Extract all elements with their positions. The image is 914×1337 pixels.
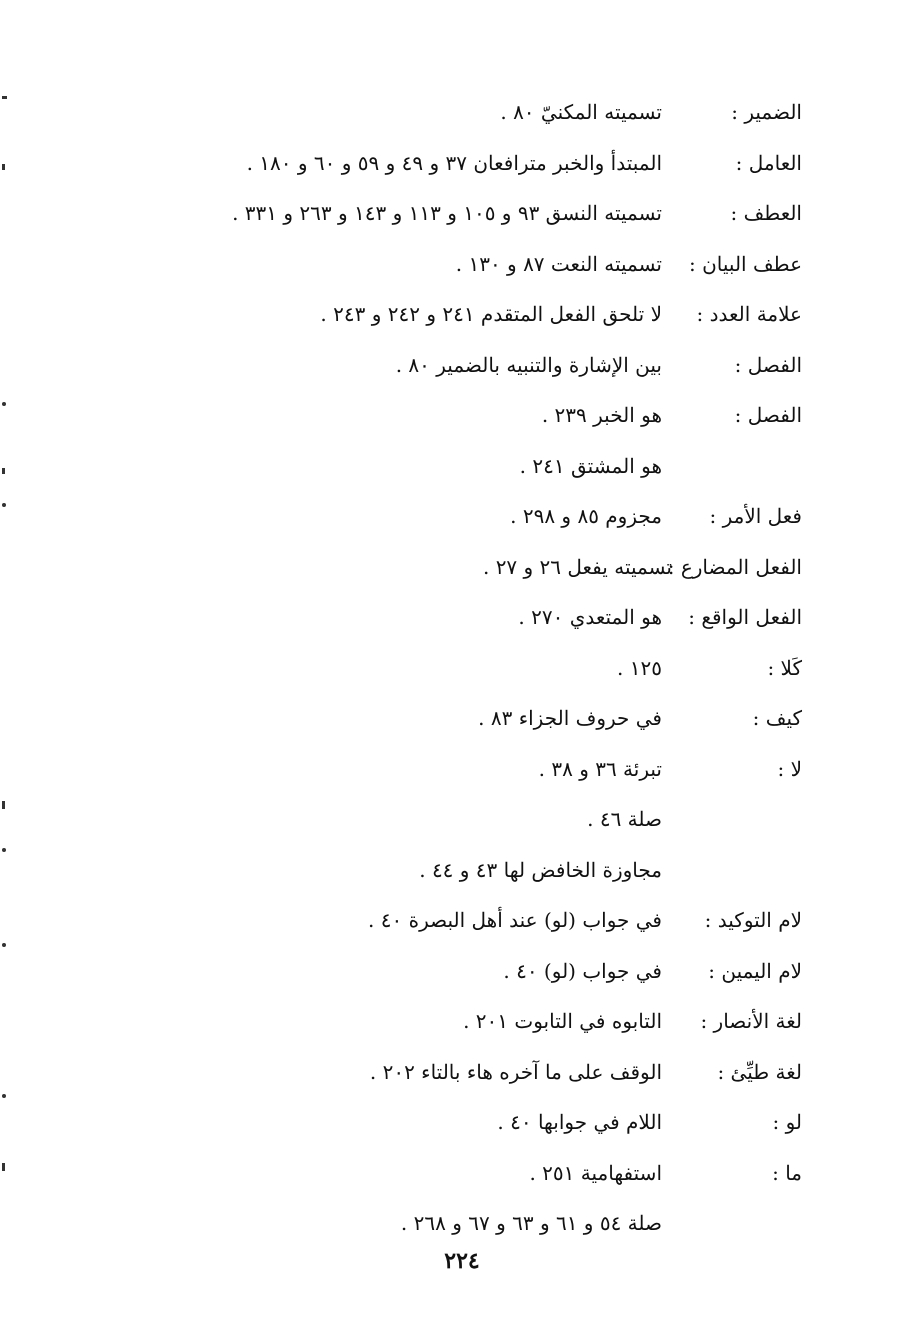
entry-description: مجزوم ٨٥ و ٢٩٨ . — [510, 504, 662, 528]
index-entry — [0, 193, 914, 244]
entry-term: لام التوكيد : — [704, 908, 802, 932]
entry-term: لغة الأنصار : — [700, 1009, 802, 1033]
scan-speck — [2, 1163, 5, 1171]
entry-description: استفهامية ٢٥١ . — [529, 1160, 662, 1185]
entry-description: في جواب (لو) عند أهل البصرة ٤٠ . — [368, 908, 662, 932]
scan-speck — [2, 848, 6, 852]
entry-description: تسميته النسق ٩٣ و ١٠٥ و ١١٣ و ١٤٣ و ٢٦٣ و ٣٣١ . — [232, 201, 662, 225]
index-entry — [0, 446, 914, 497]
entry-description: صلة ٥٤ و ٦١ و ٦٣ و ٦٧ و ٢٦٨ . — [400, 1211, 662, 1235]
scan-speck — [2, 96, 7, 99]
entry-term: كَلا : — [767, 655, 802, 680]
index-entry — [0, 496, 914, 547]
entry-term: علامة العدد : — [696, 302, 802, 326]
entry-description: اللام في جوابها ٤٠ . — [497, 1110, 662, 1134]
entry-term: الفعل المضارع : — [667, 554, 802, 579]
index-entry — [0, 244, 914, 295]
entry-term: كيف : — [752, 706, 802, 730]
entry-term: الضمير : — [731, 100, 802, 124]
entry-term: الفعل الواقع : — [688, 605, 802, 629]
entry-term: لو : — [772, 1110, 802, 1134]
index-entry — [0, 294, 914, 345]
index-entry — [0, 345, 914, 396]
scan-speck — [2, 943, 6, 947]
index-entry — [0, 1203, 914, 1254]
entry-description: هو الخبر ٢٣٩ . — [541, 403, 662, 427]
entry-description: تسميته يفعل ٢٦ و ٢٧ . — [482, 554, 672, 579]
index-entry — [0, 547, 914, 598]
index-entry — [0, 395, 914, 446]
entry-term: لا : — [777, 756, 802, 781]
entry-description: بين الإشارة والتنبيه بالضمير ٨٠ . — [395, 352, 662, 377]
entry-term: ما : — [772, 1160, 802, 1185]
index-entry — [0, 951, 914, 1002]
entry-description: تسميته المكنيّ ٨٠ . — [500, 100, 662, 124]
scan-speck — [2, 1094, 6, 1098]
entry-description: المبتدأ والخبر مترافعان ٣٧ و ٤٩ و ٥٩ و ٦٠ و ١٨٠ . — [246, 150, 662, 175]
entry-description: في حروف الجزاء ٨٣ . — [478, 706, 662, 730]
entry-term: العطف : — [730, 201, 802, 225]
entry-description: تسميته النعت ٨٧ و ١٣٠ . — [455, 251, 662, 276]
index-entries — [0, 92, 914, 1254]
index-entry — [0, 1052, 914, 1103]
entry-term: لام اليمين : — [708, 958, 802, 983]
index-entry — [0, 597, 914, 648]
entry-description: صلة ٤٦ . — [587, 807, 662, 831]
entry-term: عطف البيان : — [689, 251, 802, 276]
index-entry — [0, 1102, 914, 1153]
index-entry — [0, 749, 914, 800]
entry-term: فعل الأمر : — [709, 504, 802, 528]
entry-description: مجاوزة الخافض لها ٤٣ و ٤٤ . — [419, 857, 662, 882]
entry-term: العامل : — [735, 150, 802, 175]
index-entry — [0, 648, 914, 699]
index-entry — [0, 698, 914, 749]
entry-description: الوقف على ما آخره هاء بالتاء ٢٠٢ . — [369, 1059, 662, 1084]
scan-speck — [2, 503, 6, 507]
entry-description: تبرئة ٣٦ و ٣٨ . — [538, 756, 662, 781]
scan-speck — [2, 801, 5, 809]
entry-description: في جواب (لو) ٤٠ . — [503, 958, 662, 983]
entry-description: هو المشتق ٢٤١ . — [519, 453, 662, 478]
page-number: ٢٢٤ — [444, 1248, 480, 1274]
entry-term: الفصل : — [734, 403, 802, 427]
scan-speck — [2, 164, 5, 170]
entry-description: هو المتعدي ٢٧٠ . — [518, 605, 662, 629]
entry-description: التابوه في التابوت ٢٠١ . — [463, 1009, 662, 1033]
index-entry — [0, 143, 914, 194]
entry-term: الفصل : — [734, 352, 802, 377]
index-entry — [0, 1153, 914, 1204]
entry-description: ١٢٥ . — [617, 655, 662, 680]
scan-speck — [2, 468, 5, 474]
index-entry — [0, 799, 914, 850]
index-entry — [0, 850, 914, 901]
index-entry — [0, 92, 914, 143]
entry-description: لا تلحق الفعل المتقدم ٢٤١ و ٢٤٢ و ٢٤٣ . — [320, 302, 662, 326]
scan-speck — [2, 402, 6, 406]
index-entry — [0, 900, 914, 951]
index-entry — [0, 1001, 914, 1052]
entry-term: لغة طيِّئ : — [717, 1059, 802, 1084]
